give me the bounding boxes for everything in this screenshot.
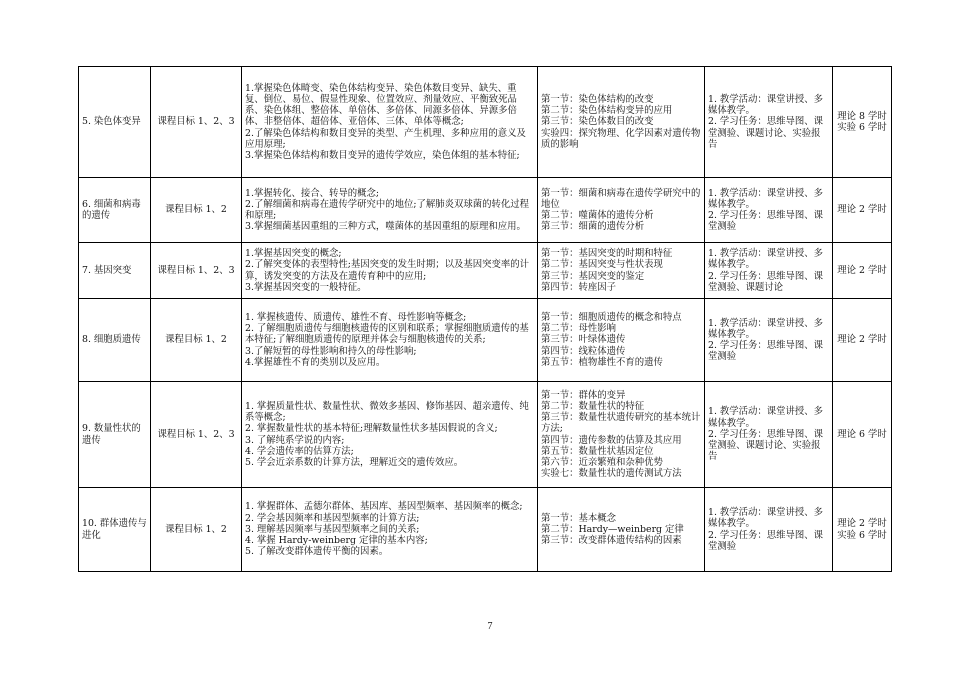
table-row [79,243,892,299]
section-item: 第三节：改变群体遗传结构的因素 [541,535,682,547]
table-row [79,67,892,178]
teaching-methods [705,488,833,572]
teaching-methods [705,178,833,243]
section-item: 第一节：群体的变异 [541,389,626,401]
hours-item: 实验 6 学时 [837,529,887,541]
chapter-title: 6. 细菌和病毒的遗传 [79,178,151,243]
learning-objectives [242,178,538,243]
class-hours [833,67,892,178]
objective-item: 3.掌握染色体结构和数目变异的遗传学效应，染色体组的基本特征; [245,150,520,161]
class-hours [833,299,892,382]
hours-item: 理论 2 学时 [837,334,887,346]
chapter-title: 7. 基因突变 [79,243,151,299]
objective-item: 4. 学会遗传率的估算方法; [245,445,354,457]
hours-item: 理论 2 学时 [837,264,887,276]
section-item: 第三节：叶绿体遗传 [541,334,626,346]
section-item: 第三节：细菌的遗传分析 [541,221,645,233]
hours-item: 理论 2 学时 [837,518,887,530]
syllabus-table [78,66,892,572]
objective-item: 2.了解染色体结构和数目变异的类型、产生机理、多种应用的意义及应用原理; [245,127,526,150]
section-item: 第五节：植物雄性不育的遗传 [541,356,663,368]
section-item: 第二节：染色体结构变异的应用 [541,105,673,117]
course-goal: 课程目标 1、2、3 [151,382,242,488]
section-item: 第二节：数量性状的特征 [541,400,645,412]
table-row [79,488,892,572]
syllabus-table-body [79,67,892,572]
section-item: 第四节：遗传参数的估算及其应用 [541,434,682,446]
teaching-methods [705,67,833,178]
objective-item: 1. 掌握质量性状、数量性状、微效多基因、修饰基因、超亲遗传、纯系等概念; [245,400,529,424]
hours-item: 理论 6 学时 [837,428,887,440]
teaching-methods [705,243,833,299]
objective-item: 2. 学会基因频率和基因型频率的计算方法; [245,512,420,524]
course-goal: 课程目标 1、2、3 [151,243,242,299]
chapter-title: 10. 群体遗传与进化 [79,488,151,572]
section-item: 第五节：数量性状基因定位 [541,445,654,457]
method-item: 2. 学习任务：思维导图、课堂测验 [708,210,824,233]
section-item: 第一节：基因突变的时期和特征 [541,248,673,260]
objective-item: 1.掌握转化、接合、转导的概念; [245,187,379,199]
method-item: 1. 教学活动：课堂讲授、多媒体教学。 [708,187,824,210]
section-item: 实验七：数量性状的遗传测试方法 [541,468,682,480]
learning-objectives [242,243,538,299]
class-hours [833,488,892,572]
objective-item: 3.掌握细菌基因重组的三种方式，噬菌体的基因重组的原理和应用。 [245,221,526,233]
section-item: 第二节：母性影响 [541,323,617,335]
chapter-title: 9. 数量性状的遗传 [79,382,151,488]
section-item: 第二节：噬菌体的遗传分析 [541,210,654,221]
objective-item: 2. 掌握数量性状的基本特征;理解数量性状多基因假说的含义; [245,423,498,435]
objective-item: 5. 学会近亲系数的计算方法，理解近交的遗传效应。 [245,456,464,468]
objective-item: 4. 掌握 Hardy-weinberg 定律的基本内容; [245,535,428,547]
table-row [79,299,892,382]
teaching-sections [538,243,705,299]
section-item: 第一节：细胞质遗传的概念和特点 [541,311,682,323]
learning-objectives [242,488,538,572]
method-item: 2. 学习任务：思维导图、课堂测验、课题讨论、实验报告 [708,116,824,150]
objective-item: 3. 理解基因频率与基因型频率之间的关系; [245,523,420,535]
course-goal: 课程目标 1、2 [151,299,242,382]
course-goal: 课程目标 1、2 [151,488,242,572]
chapter-title: 8. 细胞质遗传 [79,299,151,382]
teaching-sections [538,178,705,243]
teaching-methods [705,382,833,488]
section-item: 第三节：基因突变的鉴定 [541,270,645,282]
teaching-sections [538,67,705,178]
objective-item: 1. 掌握群体、孟德尔群体、基因库、基因型频率、基因频率的概念; [245,501,523,513]
objective-item: 3.了解短暂的母性影响和持久的母性影响; [245,345,417,357]
objective-item: 1. 掌握核遗传、质遗传、雄性不育、母性影响等概念; [245,311,467,323]
method-item: 1. 教学活动：课堂讲授、多媒体教学。 [708,248,824,271]
method-item: 1. 教学活动：课堂讲授、多媒体教学。 [708,507,824,530]
objective-item: 1.掌握染色体畸变、染色体结构变异、染色体数目变异、缺失、重复、倒位、易位、假显性现象、位置效应、剂量效应、平衡致死品系、染色体组、整倍体、单倍体、多倍体、同源多倍体、异源多倍体、非整倍体、超倍体、亚倍体、三体、单体等概念; [245,82,517,128]
page-number: 7 [487,621,493,632]
class-hours [833,243,892,299]
teaching-methods [705,299,833,382]
course-goal: 课程目标 1、2、3 [151,67,242,178]
learning-objectives [242,299,538,382]
hours-item: 实验 6 学时 [837,122,887,133]
method-item: 2. 学习任务：思维导图、课堂测验、课题讨论、实验报告 [708,428,824,463]
objective-item: 2.了解突变体的表型特性;基因突变的发生时期；以及基因突变率的计算，诱发突变的方法及在遗传育种中的应用; [245,259,529,282]
hours-item: 理论 8 学时 [837,110,887,122]
section-item: 第四节：转座因子 [541,281,617,293]
hours-item: 理论 2 学时 [837,204,887,216]
method-item: 1. 教学活动：课堂讲授、多媒体教学。 [708,317,824,340]
section-item: 第二节：基因突变与性状表现 [541,259,663,271]
method-item: 2. 学习任务：思维导图、课堂测验 [708,529,824,552]
objective-item: 4.掌握雄性不育的类别以及应用。 [245,356,386,368]
teaching-sections [538,382,705,488]
chapter-title: 5. 染色体变异 [79,67,151,178]
objective-item: 1.掌握基因突变的概念; [245,248,342,260]
section-item: 第三节：数量性状遗传研究的基本统计方法; [541,412,701,435]
section-item: 第二节：Hardy—weinberg 定律 [541,523,684,535]
method-item: 2. 学习任务：思维导图、课堂测验、课题讨论 [708,270,824,293]
section-item: 第六节：近亲繁殖和杂种优势 [541,456,663,468]
section-item: 第一节：染色体结构的改变 [541,93,654,105]
course-goal: 课程目标 1、2 [151,178,242,243]
method-item: 1. 教学活动：课堂讲授、多媒体教学。 [708,406,824,429]
method-item: 2. 学习任务：思维导图、课堂测验 [708,340,824,363]
section-item: 第一节：基本概念 [541,512,617,524]
objective-item: 5. 了解改变群体遗传平衡的因素。 [245,546,389,558]
teaching-sections [538,488,705,572]
section-item: 第一节：细菌和病毒在遗传学研究中的地位 [541,187,701,210]
section-item: 实验四：探究物理、化学因素对遗传物质的影响 [541,127,701,150]
class-hours [833,178,892,243]
table-row [79,178,892,243]
objective-item: 2. 了解细胞质遗传与细胞核遗传的区别和联系；掌握细胞质遗传的基本特征;了解细胞质遗传的原理并体会与细胞核遗传的关系; [245,323,529,346]
table-row [79,382,892,488]
class-hours [833,382,892,488]
method-item: 1. 教学活动：课堂讲授、多媒体教学。 [708,93,824,117]
learning-objectives [242,382,538,488]
objective-item: 3.掌握基因突变的一般特征。 [245,281,367,293]
section-item: 第三节：染色体数目的改变 [541,116,654,128]
teaching-sections [538,299,705,382]
learning-objectives [242,67,538,178]
objective-item: 3. 了解纯系学说的内容; [245,434,345,446]
section-item: 第四节：线粒体遗传 [541,345,626,357]
objective-item: 2.了解细菌和病毒在遗传学研究中的地位;了解肺炎双球菌的转化过程和原理; [245,198,529,221]
